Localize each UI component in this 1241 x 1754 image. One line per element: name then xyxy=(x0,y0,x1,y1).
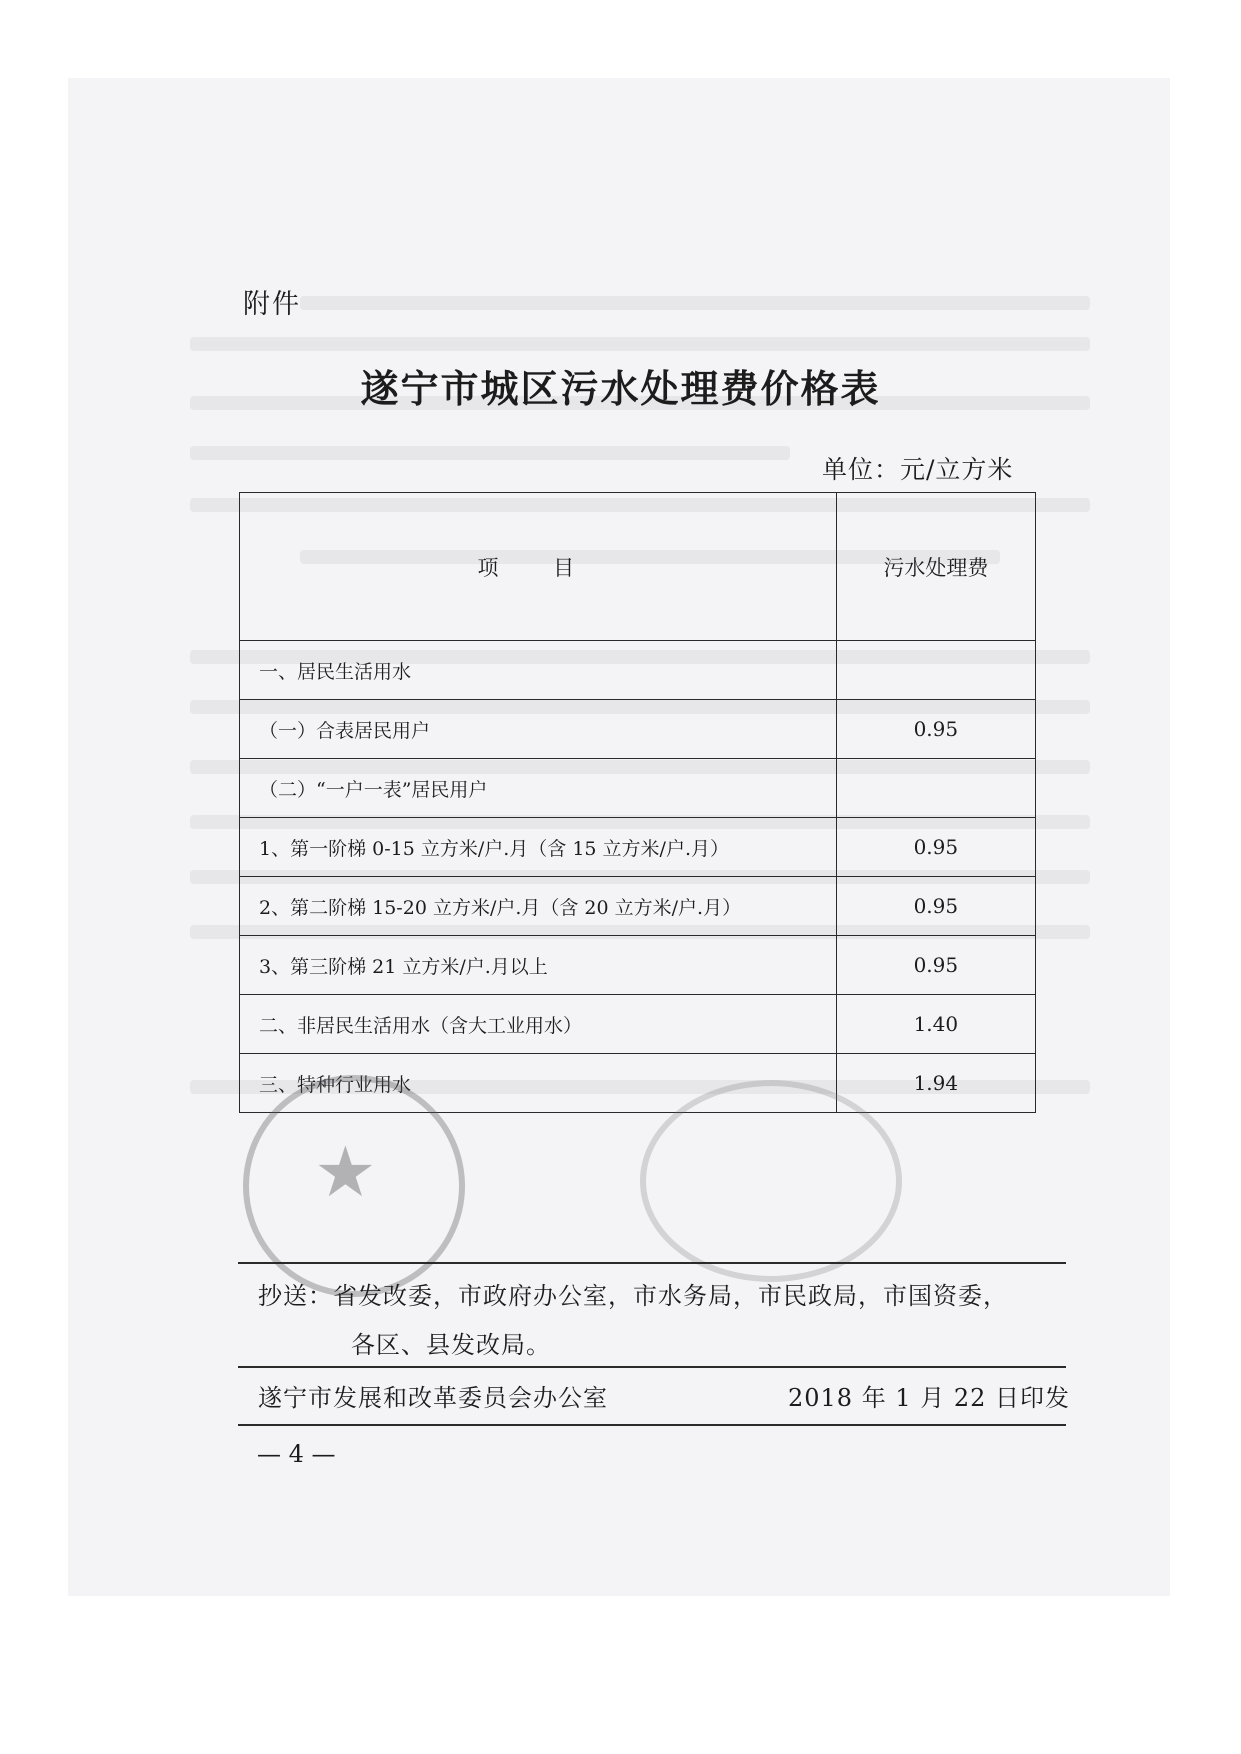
table-row xyxy=(240,700,1036,759)
page-number: — 4 — xyxy=(257,1440,336,1468)
cc-line-2: 各区、县发改局。 xyxy=(351,1331,551,1359)
row-fee: 0.95 xyxy=(836,818,1035,877)
header-fee: 污水处理费 xyxy=(836,493,1035,641)
row-item: 二、非居民生活用水（含大工业用水） xyxy=(240,995,837,1054)
row-item: （二）“一户一表”居民用户 xyxy=(240,759,837,818)
row-item: （一）合表居民用户 xyxy=(240,700,837,759)
bleed-through-line xyxy=(190,446,790,460)
row-fee: 0.95 xyxy=(836,700,1035,759)
row-item: 一、居民生活用水 xyxy=(240,641,837,700)
issue-date: 2018 年 1 月 22 日印发 xyxy=(788,1384,1071,1412)
table-row xyxy=(240,877,1036,936)
attachment-label: 附件 xyxy=(243,289,301,320)
row-item: 2、第二阶梯 15-20 立方米/户.月（含 20 立方米/户.月） xyxy=(240,877,837,936)
row-fee: 1.94 xyxy=(836,1054,1035,1113)
official-seal-right xyxy=(640,1080,902,1282)
row-item: 三、特种行业用水 xyxy=(240,1054,837,1113)
row-fee xyxy=(836,641,1035,700)
row-fee xyxy=(836,759,1035,818)
footer-middle-rule xyxy=(238,1366,1066,1368)
table-row xyxy=(240,995,1036,1054)
table-row xyxy=(240,936,1036,995)
bleed-through-line xyxy=(190,337,1090,351)
row-fee: 1.40 xyxy=(836,995,1035,1054)
bleed-through-line xyxy=(300,296,1090,310)
unit-note: 单位：元/立方米 xyxy=(822,455,1014,484)
table-header-row xyxy=(240,493,1036,641)
table-row xyxy=(240,641,1036,700)
document-title: 遂宁市城区污水处理费价格表 xyxy=(360,366,881,411)
header-item: 项 目 xyxy=(240,493,837,641)
row-fee: 0.95 xyxy=(836,936,1035,995)
footer-top-rule xyxy=(238,1262,1066,1264)
row-item: 3、第三阶梯 21 立方米/户.月以上 xyxy=(240,936,837,995)
row-fee: 0.95 xyxy=(836,877,1035,936)
price-table xyxy=(239,492,1036,1113)
row-item: 1、第一阶梯 0-15 立方米/户.月（含 15 立方米/户.月） xyxy=(240,818,837,877)
footer-bottom-rule xyxy=(238,1424,1066,1426)
star-icon: ★ xyxy=(314,1131,377,1213)
table-row xyxy=(240,818,1036,877)
cc-line-1: 抄送：省发改委，市政府办公室，市水务局，市民政局，市国资委， xyxy=(258,1282,1008,1310)
issuer: 遂宁市发展和改革委员会办公室 xyxy=(258,1384,608,1412)
table-row xyxy=(240,759,1036,818)
